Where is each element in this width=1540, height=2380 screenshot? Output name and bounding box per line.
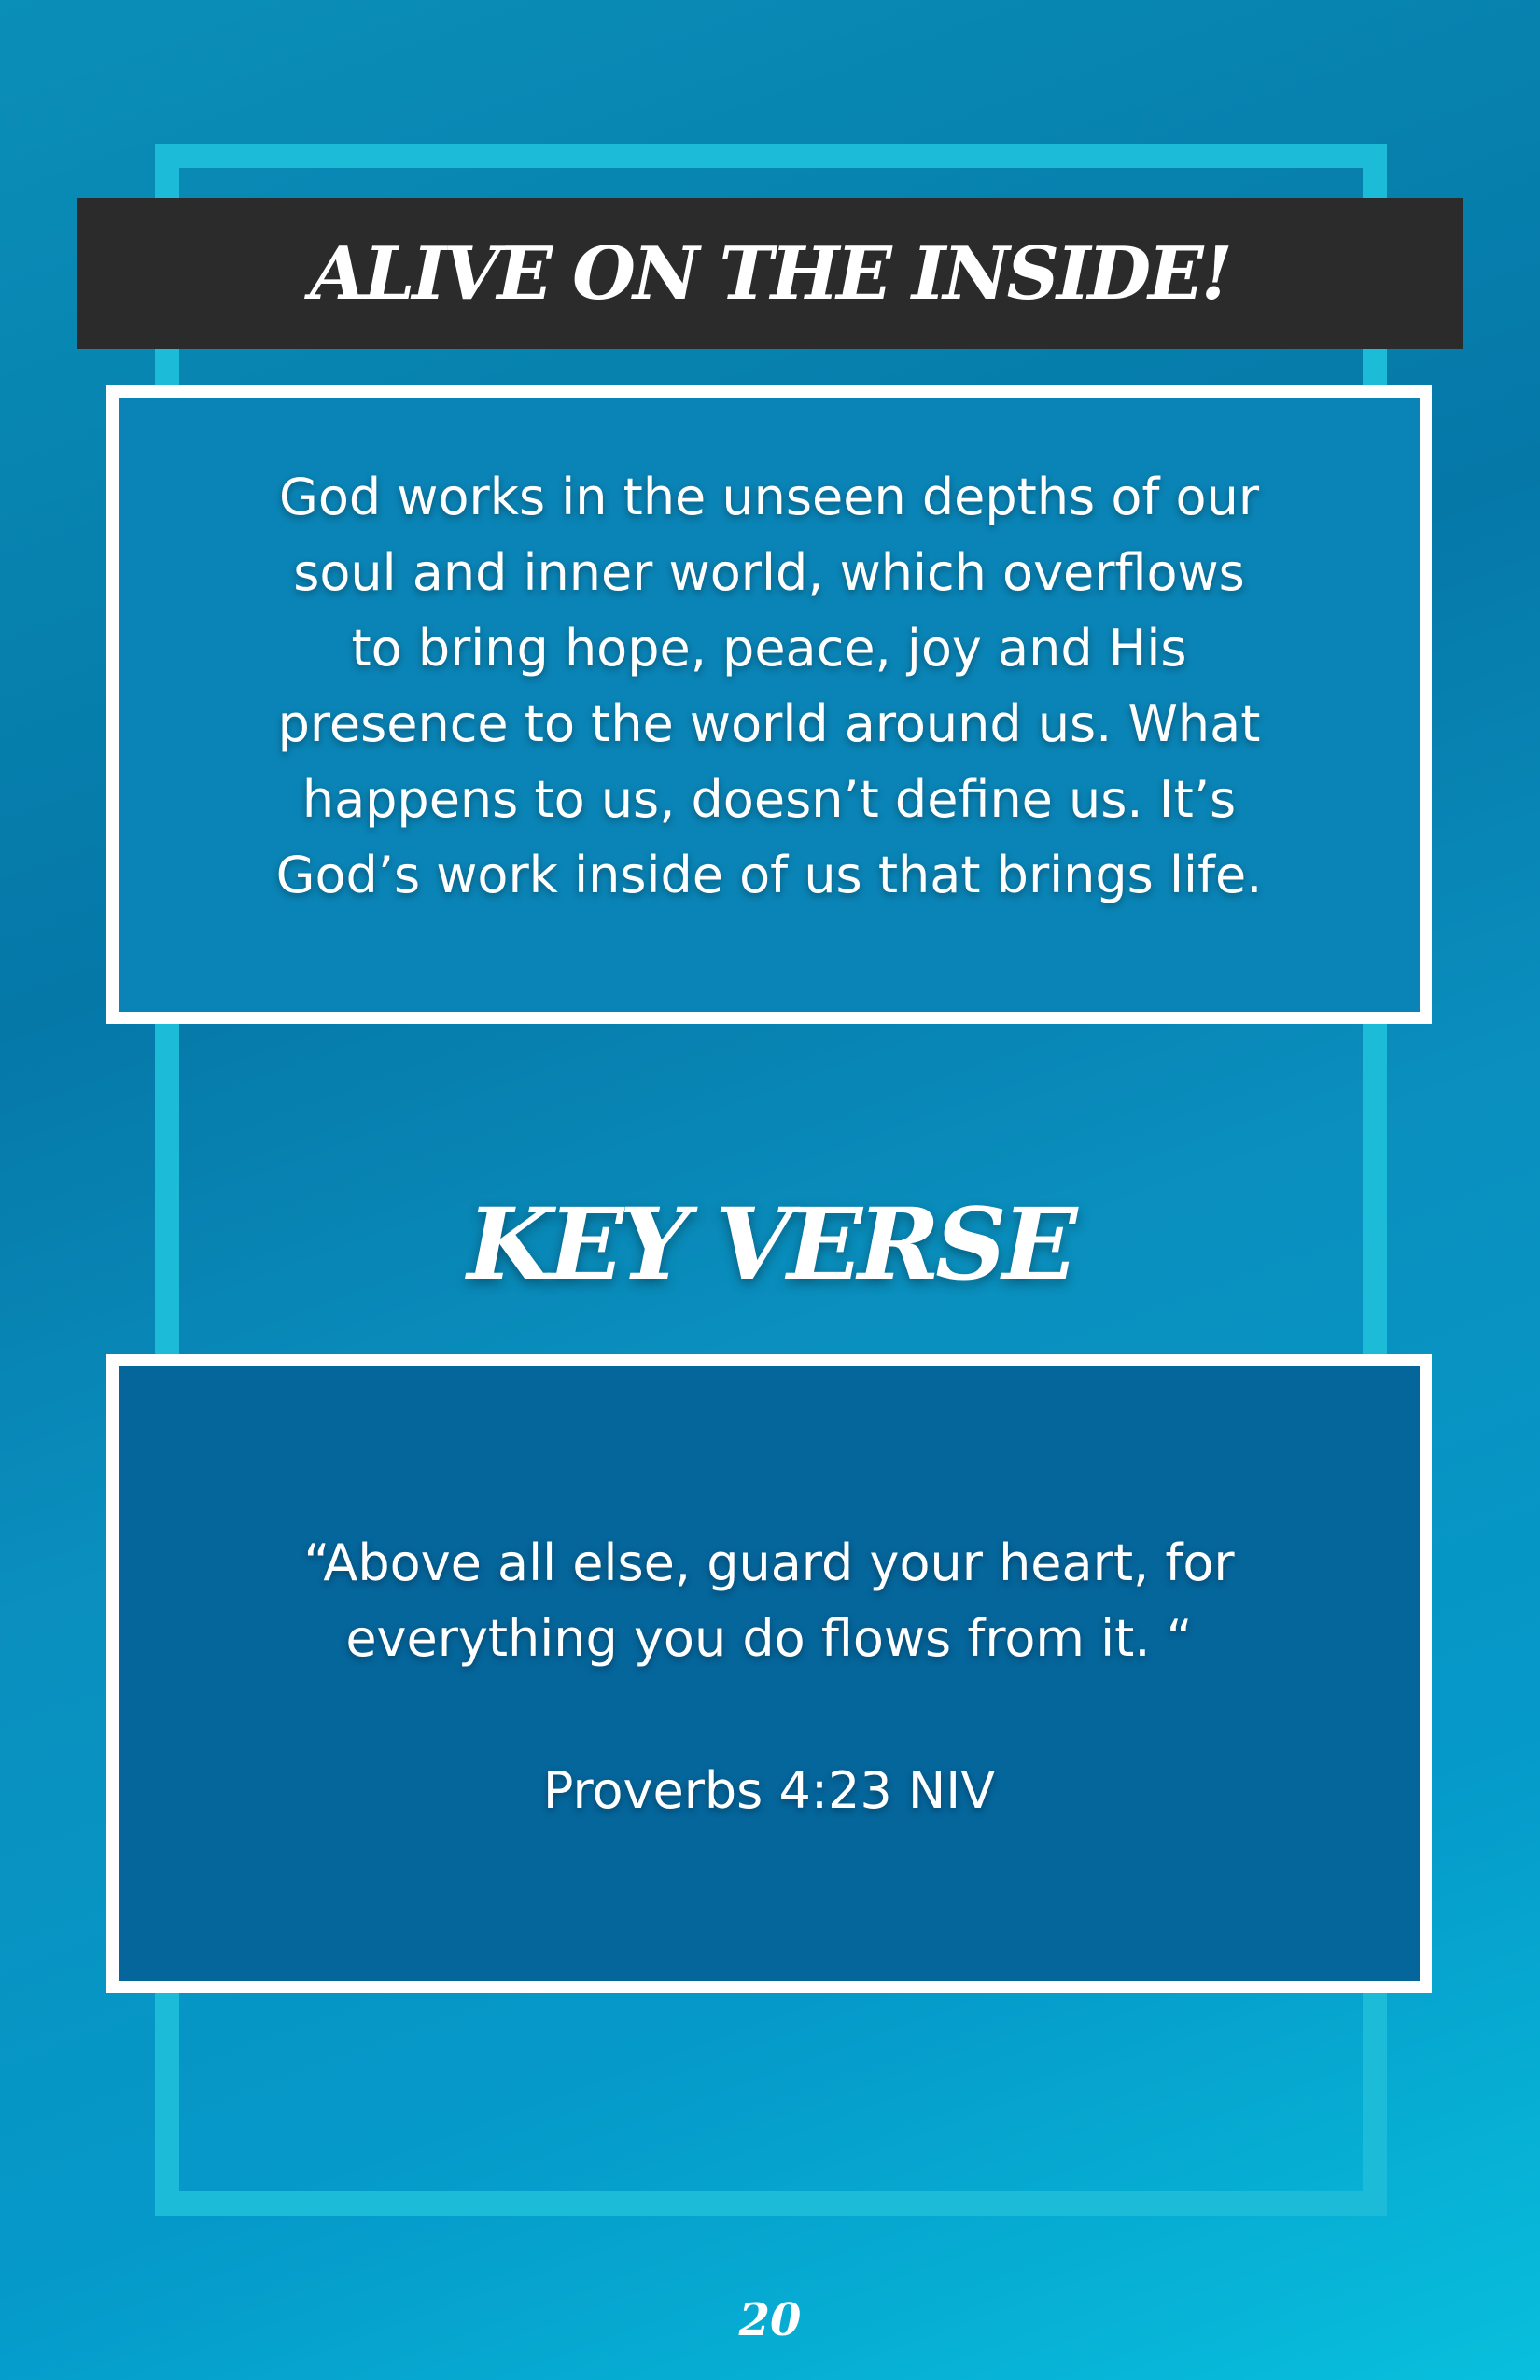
verse-quote [119, 1525, 1420, 1676]
title-banner [77, 198, 1463, 349]
verse-box [106, 1354, 1432, 1993]
intro-line: soul and inner world, which overflows [293, 543, 1245, 602]
intro-line: happens to us, doesn’t define us. It’s [301, 770, 1237, 829]
page-title: ALIVE ON THE INSIDE! [310, 231, 1230, 316]
intro-paragraph [218, 459, 1320, 913]
intro-box [106, 385, 1432, 1024]
verse-line: everything you do flows from it. “ [345, 1609, 1193, 1668]
verse-line: “Above all else, guard your heart, for [303, 1533, 1235, 1592]
intro-line: to bring hope, peace, joy and His [351, 619, 1187, 678]
verse-reference: Proverbs 4:23 NIV [542, 1761, 996, 1820]
intro-line: God’s work inside of us that brings life. [275, 846, 1263, 904]
intro-line: God works in the unseen depths of our [278, 468, 1260, 526]
page-number: 20 [738, 2294, 802, 2346]
intro-line: presence to the world around us. What [277, 694, 1261, 753]
key-verse-heading: KEY VERSE [467, 1185, 1073, 1302]
